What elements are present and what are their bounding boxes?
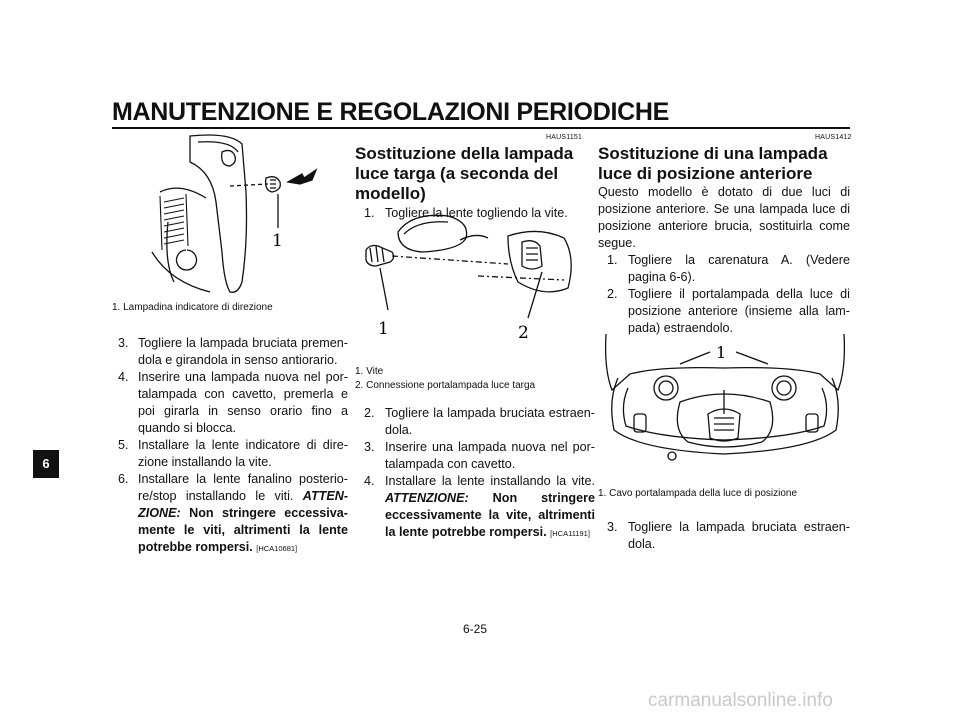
figure-caption: 1. Lampadina indicatore di direzione [112, 302, 273, 313]
watermark: carmanualsonline.info [648, 690, 833, 711]
step-item: 4. Installare la lente installando la vite. ATTENZIONE: Non stringere eccessivamente la vite, altrimenti la lente potrebbe rompersi. [HCA11191] [364, 474, 595, 539]
step-item: 3. Togliere la lampada bruciata premen-dola e girandola in senso antiorario. [118, 336, 348, 367]
warning-label: ATTEN-ZIONE: [138, 489, 349, 520]
turn-signal-illustration [150, 132, 328, 298]
figure-caption: 2. Connessione portalampada luce targa [355, 380, 536, 391]
intro-paragraph: Questo modello è dotato di due luci di posizione anteriore. Se una lampada luce di posizione anteriore brucia, sostituirla come segue. [598, 185, 850, 250]
step-item: 3. Inserire una lampada nuova nel por-talampada con cavetto. [364, 440, 595, 471]
figure-callout-1: 1 [716, 343, 727, 362]
section-ref-code: HAUS1151 [546, 134, 583, 141]
middle-column [355, 144, 595, 222]
warning-label: ATTENZIONE: [385, 491, 469, 505]
middle-steps [355, 405, 595, 542]
step-item: 2. Togliere il portalampada della luce di posizione anteriore (insieme alla lam-pada) estraendolo. [607, 287, 850, 335]
figure-callout-1: 1 [378, 319, 389, 339]
license-plate-lamp-illustration [358, 212, 590, 362]
figure-caption: 1. Vite [355, 366, 384, 377]
step-item: 3. Togliere la lampada bruciata estraen-dola. [607, 520, 850, 551]
right-steps-2 [598, 519, 850, 553]
chapter-tab: 6 [33, 450, 59, 478]
section-heading: Sostituzione di una lampada luce di posizione anteriore [598, 144, 828, 183]
step-item: 2. Togliere la lampada bruciata estraen-dola. [364, 406, 595, 437]
left-column [112, 335, 348, 557]
figure-callout-1: 1 [272, 231, 283, 251]
reference-code: [HCA10681] [256, 544, 298, 553]
section-ref-code: HAUS1412 [815, 134, 852, 141]
section-heading: Sostituzione della lampada luce targa (a seconda del modello) [355, 144, 574, 203]
figure-callout-2: 2 [518, 323, 529, 343]
figure-caption: 1. Cavo portalampada della luce di posizione [598, 488, 798, 499]
reference-code: [HCA11191] [550, 529, 590, 538]
position-lamp-illustration [600, 330, 850, 480]
step-item: 5. Installare la lente indicatore di dire-zione installando la vite. [118, 438, 348, 469]
warning-text: Non stringere eccessiva-mente le viti, altrimenti la lente potrebbe rompersi. [138, 506, 348, 554]
step-item: 6. Installare la lente fanalino posterio-re/stop installando le viti. ATTEN-ZIONE: Non stringere eccessiva-mente le viti, altrimenti la lente potrebbe rompersi. [HCA10681] [118, 472, 349, 554]
page-title: MANUTENZIONE E REGOLAZIONI PERIODICHE [112, 98, 669, 126]
step-item: 1. Togliere la carenatura A. (Vedere pagina 6-6). [607, 253, 850, 284]
right-column [598, 144, 850, 337]
title-rule [112, 127, 850, 129]
figure-caption-list [355, 365, 535, 393]
page-number: 6-25 [463, 622, 488, 636]
step-item: 1. Togliere la lente togliendo la vite. [364, 206, 568, 220]
step-item: 4. Inserire una lampada nuova nel por-talampada con cavetto, premerla e poi girarla in senso orario fino a quando si blocca. [118, 370, 348, 435]
warning-text: Non stringere eccessivamente la vite, altrimenti la lente potrebbe rompersi. [385, 491, 595, 539]
